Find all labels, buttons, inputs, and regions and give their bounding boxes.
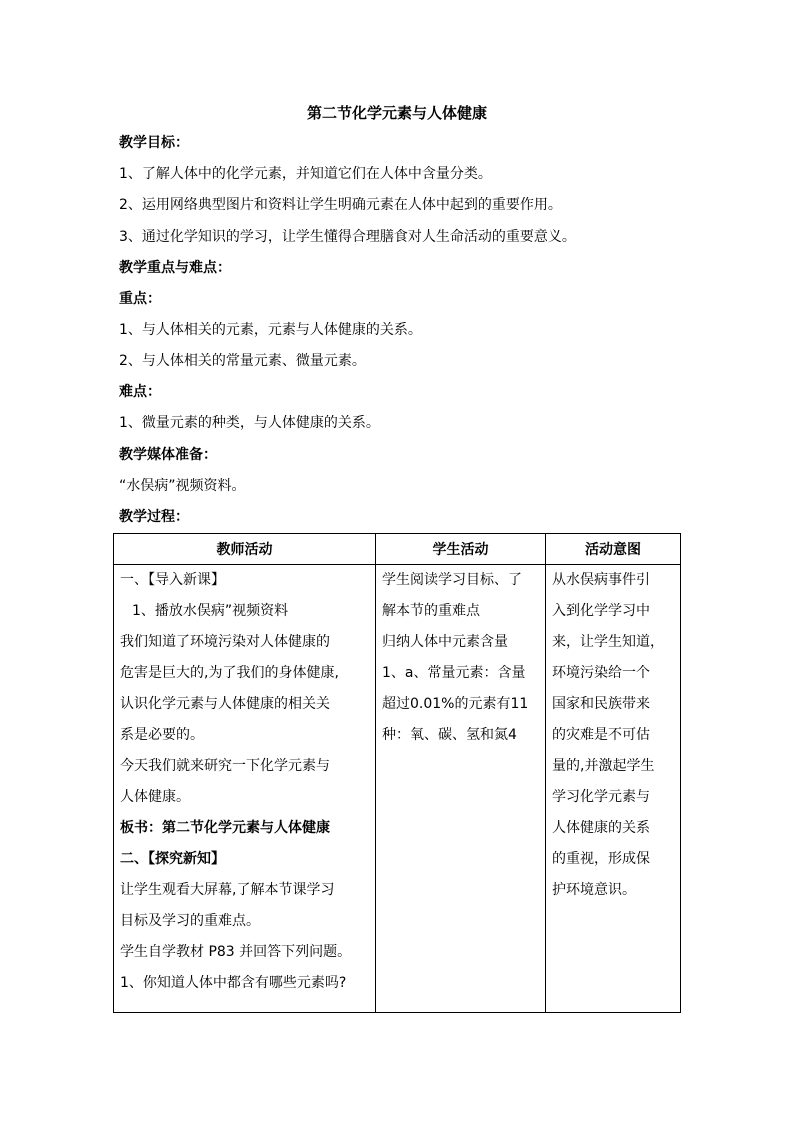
intent-line: 从水俣病事件引 bbox=[552, 572, 650, 588]
intent-line: 入到化学学习中 bbox=[552, 603, 650, 619]
teacher-activity-cell bbox=[114, 565, 376, 1013]
media-heading: 教学媒体准备： bbox=[119, 447, 217, 463]
teacher-line: 危害是巨大的,为了我们的身体健康, bbox=[120, 665, 339, 681]
column-header-student: 学生活动 bbox=[376, 534, 546, 565]
column-header-intent: 活动意图 bbox=[546, 534, 681, 565]
goal-item: 1、了解人体中的化学元素，并知道它们在人体中含量分类。 bbox=[119, 166, 492, 182]
teacher-line: 让学生观看大屏幕,了解本节课学习 bbox=[120, 882, 335, 898]
student-line: 种：氧、碳、氢和氮4 bbox=[382, 727, 517, 743]
teacher-line-blackboard: 板书：第二节化学元素与人体健康 bbox=[120, 820, 330, 836]
teacher-line-section: 二、【探究新知】 bbox=[120, 851, 225, 867]
intent-line: 护环境意识。 bbox=[552, 882, 636, 898]
teacher-line: 系是必要的。 bbox=[120, 727, 204, 743]
key-heading: 重点： bbox=[119, 291, 161, 307]
column-header-teacher: 教师活动 bbox=[114, 534, 376, 565]
process-heading: 教学过程： bbox=[119, 509, 189, 525]
teacher-line: 我们知道了环境污染对人体健康的 bbox=[120, 634, 330, 650]
student-line: 1、a、常量元素：含量 bbox=[382, 665, 526, 681]
goal-item: 2、运用网络典型图片和资料让学生明确元素在人体中起到的重要作用。 bbox=[119, 197, 562, 213]
intent-line: 的灾难是不可估 bbox=[552, 727, 650, 743]
key-item: 1、与人体相关的元素，元素与人体健康的关系。 bbox=[119, 322, 422, 338]
intent-line: 人体健康的关系 bbox=[552, 820, 650, 836]
intent-line: 来，让学生知道， bbox=[552, 634, 664, 650]
student-activity-cell bbox=[376, 565, 546, 1013]
teacher-line: 1、你知道人体中都含有哪些元素吗? bbox=[120, 975, 347, 991]
teacher-line: 认识化学元素与人体健康的相关关 bbox=[120, 696, 330, 712]
teacher-line: 学生自学教材 P83 并回答下列问题。 bbox=[120, 944, 352, 960]
table-row bbox=[114, 565, 681, 1013]
intent-cell bbox=[546, 565, 681, 1013]
teacher-line: 今天我们就来研究一下化学元素与 bbox=[120, 758, 330, 774]
student-line: 超过0.01%的元素有11 bbox=[382, 696, 529, 712]
teacher-line: 一、【导入新课】 bbox=[120, 572, 225, 588]
key-item: 2、与人体相关的常量元素、微量元素。 bbox=[119, 353, 366, 369]
student-line: 归纳人体中元素含量 bbox=[382, 634, 508, 650]
process-table bbox=[113, 533, 681, 1013]
page-title: 第二节化学元素与人体健康 bbox=[306, 104, 487, 122]
difficult-heading: 难点： bbox=[119, 384, 161, 400]
goal-item: 3、通过化学知识的学习，让学生懂得合理膳食对人生命活动的重要意义。 bbox=[119, 229, 576, 245]
student-line: 解本节的重难点 bbox=[382, 603, 480, 619]
key-difficult-heading: 教学重点与难点： bbox=[119, 260, 231, 276]
teacher-line: 1、播放水俣病”视频资料 bbox=[132, 603, 289, 619]
intent-line: 国家和民族带来 bbox=[552, 696, 650, 712]
student-line: 学生阅读学习目标、了 bbox=[382, 572, 522, 588]
intent-line: 量的,并激起学生 bbox=[552, 758, 655, 774]
teacher-line: 目标及学习的重难点。 bbox=[120, 913, 260, 929]
media-text: “水俣病”视频资料。 bbox=[119, 478, 246, 494]
intent-line: 环境污染给一个 bbox=[552, 665, 650, 681]
goals-heading: 教学目标： bbox=[119, 135, 189, 151]
teacher-line: 人体健康。 bbox=[120, 789, 190, 805]
difficult-item: 1、微量元素的种类，与人体健康的关系。 bbox=[119, 415, 380, 431]
intent-line: 学习化学元素与 bbox=[552, 789, 650, 805]
intent-line: 的重视，形成保 bbox=[552, 851, 650, 867]
